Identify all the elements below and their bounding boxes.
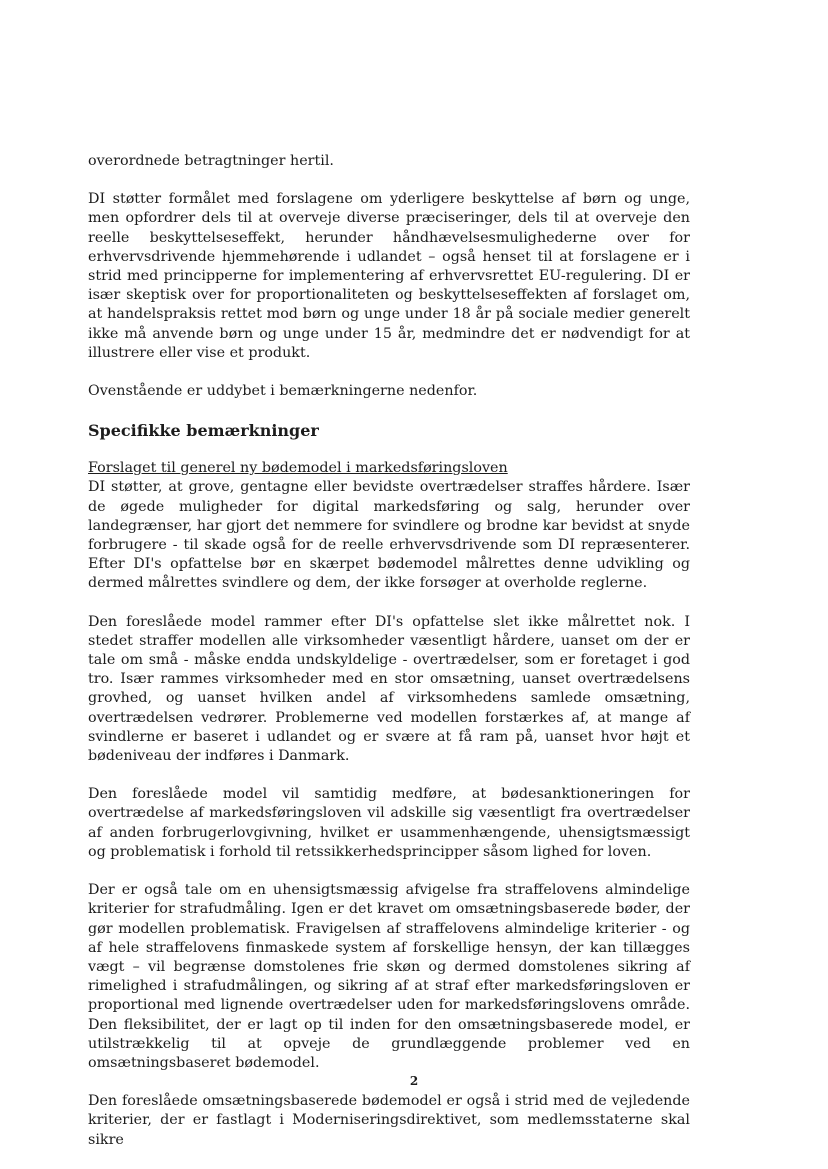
- lead-paragraph: overordnede betragtninger hertil.: [88, 153, 334, 169]
- document-page: [88, 152, 690, 1150]
- body-paragraph-3: Den foreslåede model vil samtidig medføre, at bødesanktioneringen for overtrædelse af markedsføringsloven vil adskille sig væsentligt fra overtrædelser af anden forbrugerlovgivning, hvilket er usammenhængende, uhensigtsmæssigt og problematisk i forhold til retssikkerhedsprincipper såsom lighed for loven.: [88, 786, 690, 860]
- body-paragraph-4: Der er også tale om en uhensigtsmæssig afvigelse fra straffelovens almindelige kriterier for strafudmåling. Igen er det kravet om omsætningsbaserede bøder, der gør modellen problematisk. Fravigelsen af straffelovens almindelige kriterier - og af hele straffelovens finmaskede system af forskellige hensyn, der kan tillægges vægt – vil begrænse domstolenes frie skøn og dermed domstolenes sikring af rimelighed i strafudmålingen, og sikring af at straf efter markedsføringsloven er proportional med lignende overtrædelser uden for markedsføringslovens område. Den fleksibilitet, der er lagt op til inden for den omsætningsbaserede model, er utilstrækkelig til at opveje de grundlæggende problemer ved en omsætningsbaseret bødemodel.: [88, 882, 690, 1071]
- section-heading: Specifikke bemærkninger: [88, 421, 319, 441]
- body-paragraph-1: DI støtter, at grove, gentagne eller bevidste overtrædelser straffes hårdere. Især de øgede muligheder for digital markedsføring og salg, herunder over landegrænser, har gjort det nemmere for svindlere og brodne kar bevidst at snyde forbrugere - til skade også for de reelle erhvervsdrivende som DI repræsenterer. Efter DI's opfattelse bør en skærpet bødemodel målrettes denne udvikling og dermed målrettes svindlere og dem, der ikke forsøger at overholde reglerne.: [88, 479, 690, 592]
- body-paragraph-2: Den foreslåede model rammer efter DI's opfattelse slet ikke målrettet nok. I stedet straffer modellen alle virksomheder væsentligt hårdere, uanset om der er tale om små - måske endda undskyldelige - overtrædelser, som er foretaget i god tro. Især rammes virksomheder med en stor omsætning, uanset overtrædelsens grovhed, og uanset hvilken andel af virksomhedens samlede omsætning, overtrædelsen vedrører. Problemerne ved modellen forstærkes af, at mange af svindlerne er baseret i udlandet og er svære at få ram på, uanset hvor højt et bødeniveau der indføres i Danmark.: [88, 613, 690, 765]
- page-number: 2: [409, 1074, 419, 1088]
- body-paragraph-5: Den foreslåede omsætningsbaserede bødemodel er også i strid med de vejledende kriterier, der er fastlagt i Moderniseringsdirektivet, som medlemsstaterne skal sikre: [88, 1093, 690, 1148]
- intro-paragraph-1: DI støtter formålet med forslagene om yderligere beskyttelse af børn og unge, men opfordrer dels til at overveje diverse præciseringer, dels til at overveje den reelle beskyttelseseffekt, herunder håndhævelsesmulighederne over for erhvervsdrivende hjemmehørende i udlandet – også henset til at forslagene er i strid med principperne for implementering af erhvervsrettet EU-regulering. DI er især skeptisk over for proportionaliteten og beskyttelseseffekten af forslaget om, at handelspraksis rettet mod børn og unge under 18 år på sociale medier generelt ikke må anvende børn og unge under 15 år, medmindre det er nødvendigt for at illustrere eller vise et produkt.: [88, 191, 690, 361]
- subheading: Forslaget til generel ny bødemodel i markedsføringsloven: [88, 460, 508, 477]
- intro-paragraph-2: Ovenstående er uddybet i bemærkningerne nedenfor.: [88, 383, 478, 400]
